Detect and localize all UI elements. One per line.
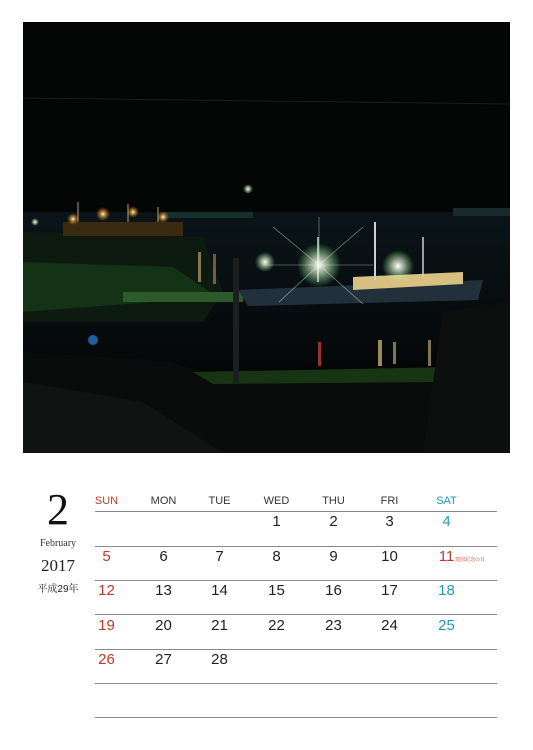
month-name: February [39, 538, 77, 549]
day-cell: 8 [272, 548, 281, 565]
day-cell: 3 [385, 513, 394, 530]
row-divider [95, 546, 497, 547]
row-divider [95, 614, 497, 615]
day-cell: 1 [272, 513, 281, 530]
day-cell: 4 [442, 513, 451, 530]
day-cell: 18 [438, 582, 455, 599]
day-cell: 9 [329, 548, 338, 565]
day-cell: 2 [329, 513, 338, 530]
day-cell: 13 [155, 582, 172, 599]
weekday-fri: FRI [380, 495, 399, 507]
day-cell: 15 [268, 582, 285, 599]
harbor-illustration [23, 22, 510, 453]
day-cell: 26 [98, 651, 115, 668]
year: 2017 [41, 556, 75, 575]
day-cell: 6 [159, 548, 168, 565]
day-cell: 28 [211, 651, 228, 668]
holiday-label: 建国記念の日 [455, 557, 486, 563]
day-cell: 23 [325, 617, 342, 634]
day-cell: 24 [381, 617, 398, 634]
weekday-sat: SAT [436, 495, 457, 507]
day-cell: 16 [325, 582, 342, 599]
day-cell: 10 [381, 548, 398, 565]
row-divider [95, 511, 497, 512]
day-cell: 19 [98, 617, 115, 634]
weekday-wed: WED [263, 495, 290, 507]
row-divider [95, 580, 497, 581]
day-cell: 25 [438, 617, 455, 634]
day-cell: 21 [211, 617, 228, 634]
day-cell: 5 [102, 548, 111, 565]
month-number: 2 [47, 485, 69, 534]
day-cell: 17 [381, 582, 398, 599]
weekday-mon: MON [150, 495, 177, 507]
weekday-tue: TUE [208, 495, 231, 507]
night-harbor-photo [23, 22, 510, 453]
day-cell: 12 [98, 582, 115, 599]
day-cell: 22 [268, 617, 285, 634]
day-cell: 14 [211, 582, 228, 599]
weekday-thu: THU [322, 495, 345, 507]
japanese-era-year: 平成29年 [37, 584, 79, 595]
row-divider [95, 717, 497, 718]
holiday-day-cell: 11 [438, 548, 455, 565]
day-cell: 20 [155, 617, 172, 634]
row-divider [95, 683, 497, 684]
weekday-sun: SUN [94, 495, 119, 507]
row-divider [95, 649, 497, 650]
day-cell: 27 [155, 651, 172, 668]
day-cell: 7 [215, 548, 224, 565]
